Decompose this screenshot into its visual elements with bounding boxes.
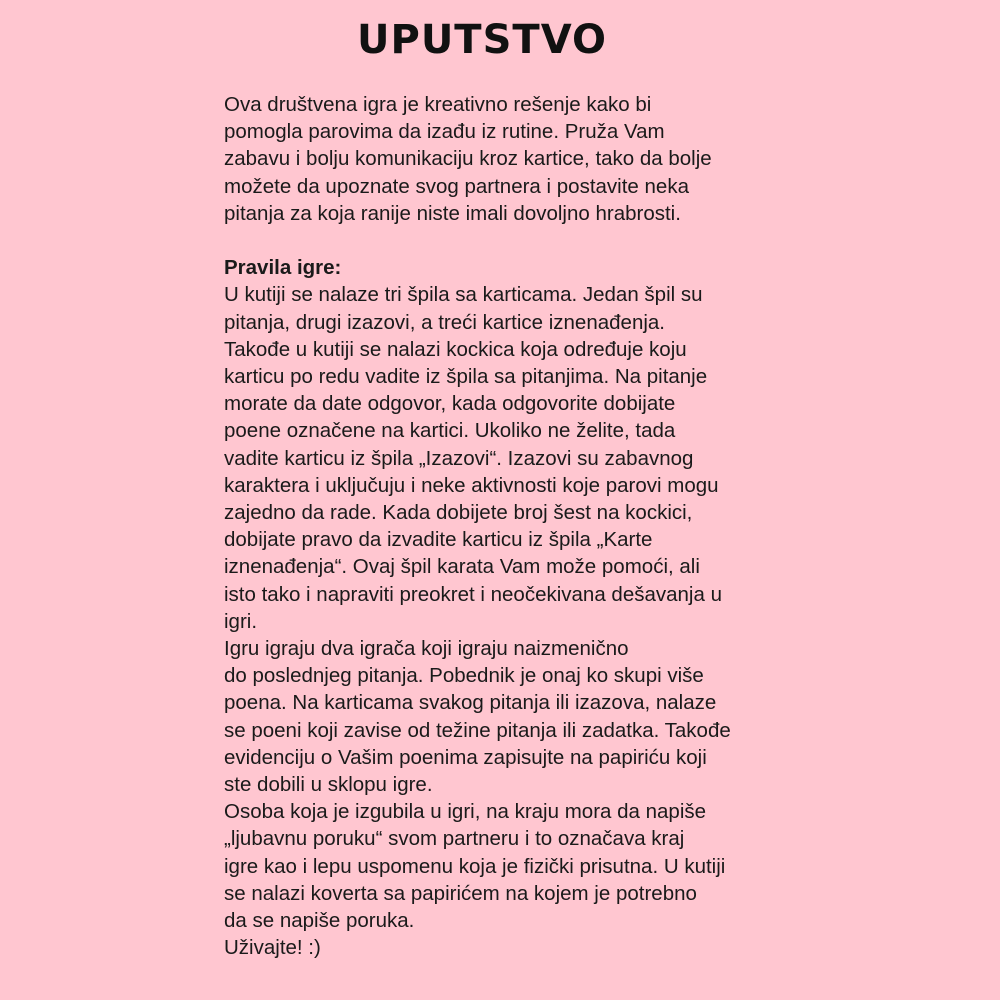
rules-line: se poeni koji zavise od težine pitanja ili zadatka. Takođe <box>224 718 731 742</box>
intro-paragraph <box>224 91 824 227</box>
rules-line: ste dobili u sklopu igre. <box>224 773 433 797</box>
rules-line: evidenciju o Vašim poenima zapisujte na papiriću koji <box>224 745 707 769</box>
rules-line: karticu po redu vadite iz špila sa pitanjima. Na pitanje <box>224 365 708 389</box>
rules-line: do poslednjeg pitanja. Pobednik je onaj ko skupi više <box>224 664 704 688</box>
instructions-text <box>224 91 824 961</box>
rules-line: Takođe u kutiji se nalazi kockica koja određuje koju <box>224 337 687 361</box>
rules-line: igre kao i lepu uspomenu koja je fizički prisutna. U kutiji <box>224 854 726 878</box>
rules-line: pitanja, drugi izazovi, a treći kartice iznenađenja. <box>224 310 665 334</box>
rules-paragraph <box>224 281 824 961</box>
rules-line: poene označene na kartici. Ukoliko ne želite, tada <box>224 419 676 443</box>
intro-line: možete da upoznate svog partnera i postavite neka <box>224 174 689 198</box>
rules-line: morate da date odgovor, kada odgovorite dobijate <box>224 392 676 416</box>
rules-line: isto tako i napraviti preokret i neočekivana dešavanja u <box>224 582 722 606</box>
rules-line: iznenađenja“. Ovaj špil karata Vam može pomoći, ali <box>224 555 700 579</box>
rules-line: poena. Na karticama svakog pitanja ili izazova, nalaze <box>224 691 717 715</box>
rules-line: se nalazi koverta sa papirićem na kojem je potrebno <box>224 881 697 905</box>
rules-line: igri. <box>224 609 258 633</box>
intro-line: pitanja za koja ranije niste imali dovoljno hrabrosti. <box>224 201 681 225</box>
rules-line: Osoba koja je izgubila u igri, na kraju mora da napiše <box>224 800 707 824</box>
intro-line: zabavu i bolju komunikaciju kroz kartice, tako da bolje <box>224 147 712 171</box>
rules-line: „ljubavnu poruku“ svom partneru i to označava kraj <box>224 827 685 851</box>
rules-heading: Pravila igre: <box>224 256 342 280</box>
paragraph-spacer <box>224 227 824 254</box>
closing-line: Uživajte! :) <box>224 936 321 960</box>
rules-line: dobijate pravo da izvadite karticu iz špila „Karte <box>224 528 653 552</box>
rules-line: zajedno da rade. Kada dobijete broj šest na kockici, <box>224 501 693 525</box>
rules-line: Igru igraju dva igrača koji igraju naizmenično <box>224 637 629 661</box>
intro-line: Ova društvena igra je kreativno rešenje kako bi <box>224 93 652 116</box>
intro-line: pomogla parovima da izađu iz rutine. Pruža Vam <box>224 120 665 144</box>
rules-line: vadite karticu iz špila „Izazovi“. Izazovi su zabavnog <box>224 446 694 470</box>
rules-line: da se napiše poruka. <box>224 909 415 933</box>
rules-line: U kutiji se nalaze tri špila sa karticama. Jedan špil su <box>224 283 703 307</box>
rules-line: karaktera i uključuju i neke aktivnosti koje parovi mogu <box>224 473 719 497</box>
page-title: UPUTSTVO <box>357 17 607 63</box>
